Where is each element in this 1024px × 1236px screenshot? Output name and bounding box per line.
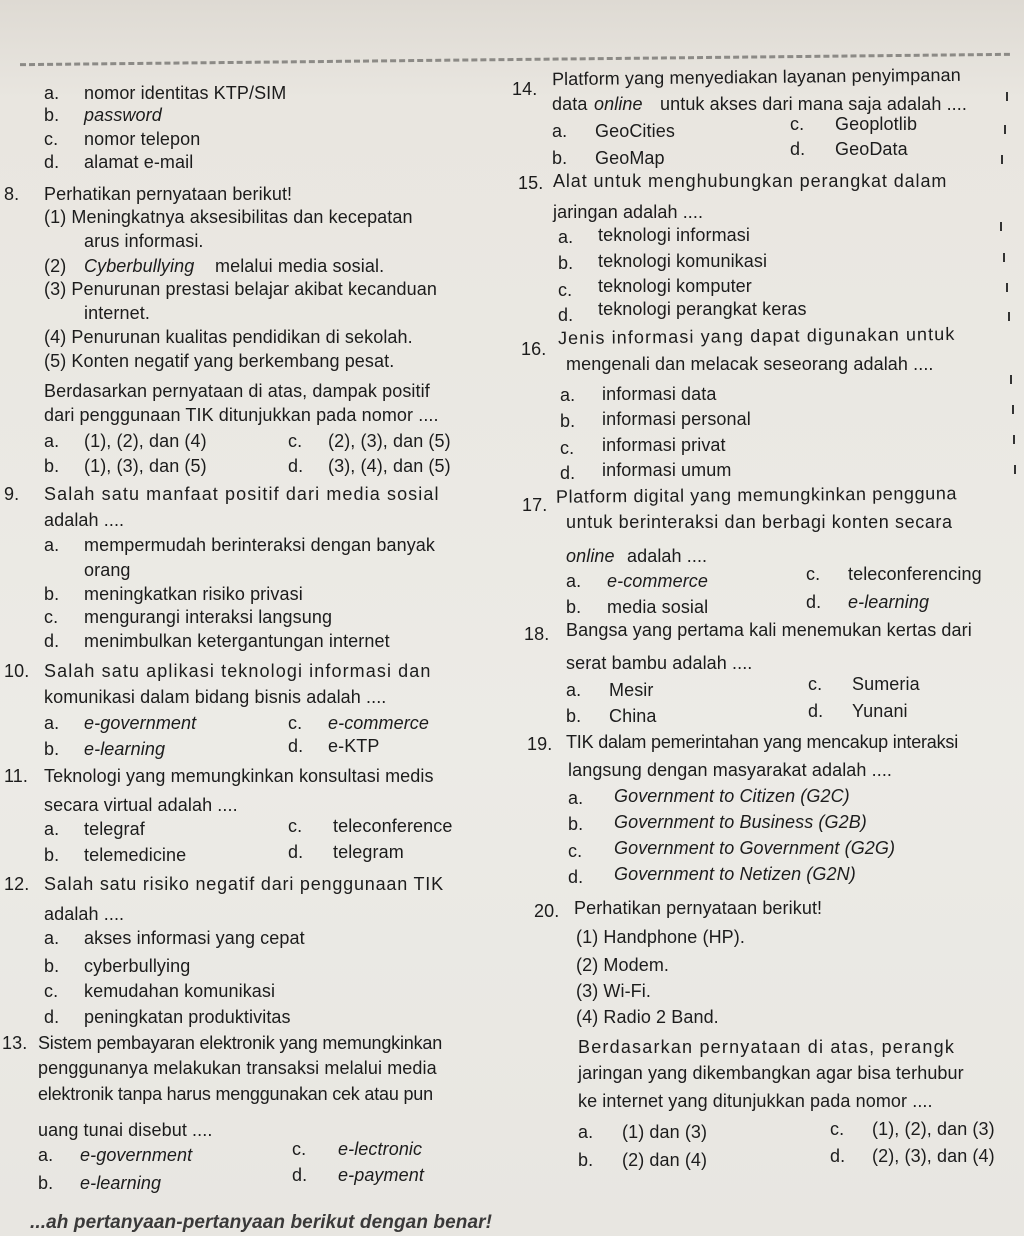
q16-opt-a: informasi data xyxy=(602,384,717,404)
q13-stem-2: penggunanya melakukan transaksi melalui media xyxy=(38,1058,437,1078)
q14-stem-1: Platform yang menyediakan layanan penyimpanan xyxy=(551,64,961,90)
q12-number: 12. xyxy=(4,874,30,894)
q7-opt-a-letter: a. xyxy=(44,83,60,103)
q20-stem: Perhatikan pernyataan berikut! xyxy=(574,898,823,918)
q18-stem-2: serat bambu adalah .... xyxy=(566,653,753,673)
q20-opt-d-letter: d. xyxy=(830,1146,846,1166)
q18-number: 18. xyxy=(524,624,550,644)
q15-opt-d: teknologi perangkat keras xyxy=(598,299,807,319)
q9-opt-b: meningkatkan risiko privasi xyxy=(84,584,303,604)
q14-opt-d-letter: d. xyxy=(790,139,806,159)
q11-opt-b: telemedicine xyxy=(84,845,187,865)
q18-opt-a: Mesir xyxy=(609,680,654,700)
q15-opt-d-letter: d. xyxy=(558,305,574,325)
q19-stem-2: langsung dengan masyarakat adalah .... xyxy=(568,760,893,780)
q9-opt-b-letter: b. xyxy=(44,584,60,604)
q19-opt-b-letter: b. xyxy=(568,814,584,834)
q8-statement-2-num: (2) xyxy=(44,256,67,276)
edge-mark xyxy=(1012,405,1014,414)
q8-statement-3b: internet. xyxy=(84,303,150,323)
q8-statement-5: (5) Konten negatif yang berkembang pesat. xyxy=(44,351,395,371)
q16-opt-c: informasi privat xyxy=(602,435,726,455)
q20-question-3: ke internet yang ditunjukkan pada nomor .... xyxy=(578,1091,933,1111)
edge-mark xyxy=(1003,253,1005,262)
q18-opt-a-letter: a. xyxy=(566,680,582,700)
edge-mark xyxy=(1006,92,1008,101)
q13-stem-1: Sistem pembayaran elektronik yang memungkinkan xyxy=(38,1033,443,1053)
edge-mark xyxy=(1014,465,1016,474)
q8-opt-a: (1), (2), dan (4) xyxy=(84,431,207,451)
q15-opt-a: teknologi informasi xyxy=(598,225,750,245)
q14-opt-c: Geoplotlib xyxy=(835,114,918,134)
q7-opt-d-letter: d. xyxy=(44,152,60,172)
q17-opt-c-letter: c. xyxy=(806,564,821,584)
q17-opt-a-letter: a. xyxy=(566,571,582,591)
q15-opt-c-letter: c. xyxy=(558,280,573,300)
q13-opt-b: e-learning xyxy=(80,1173,162,1193)
q19-opt-b: Government to Business (G2B) xyxy=(614,812,867,832)
q13-opt-d: e-payment xyxy=(338,1165,424,1185)
q20-statement-3: (3) Wi-Fi. xyxy=(576,981,651,1001)
q11-opt-c: teleconference xyxy=(333,816,453,836)
q20-opt-a-letter: a. xyxy=(578,1122,594,1142)
q18-opt-c: Sumeria xyxy=(852,674,920,694)
q11-stem-1: Teknologi yang memungkinkan konsultasi medis xyxy=(44,766,434,786)
q7-opt-c: nomor telepon xyxy=(84,129,201,149)
q9-opt-a-1: mempermudah berinteraksi dengan banyak xyxy=(84,535,436,555)
q12-stem-1: Salah satu risiko negatif dari penggunaan TIK xyxy=(44,874,444,894)
q16-opt-b-letter: b. xyxy=(560,411,576,431)
q8-opt-d-letter: d. xyxy=(288,456,304,476)
q15-opt-b-letter: b. xyxy=(558,253,574,273)
q20-statement-2: (2) Modem. xyxy=(576,955,670,975)
q13-number: 13. xyxy=(2,1033,28,1053)
q14-stem-2c: untuk akses dari mana saja adalah .... xyxy=(660,94,967,114)
q15-stem-1: Alat untuk menghubungkan perangkat dalam xyxy=(553,171,948,191)
q18-opt-b-letter: b. xyxy=(566,706,582,726)
q20-opt-d: (2), (3), dan (4) xyxy=(872,1146,995,1166)
q11-opt-d-letter: d. xyxy=(288,842,304,862)
q17-opt-a: e-commerce xyxy=(607,571,709,591)
q20-opt-a: (1) dan (3) xyxy=(622,1122,708,1142)
q8-statement-4: (4) Penurunan kualitas pendidikan di sekolah. xyxy=(44,327,413,347)
q8-opt-d: (3), (4), dan (5) xyxy=(328,456,451,476)
q13-opt-d-letter: d. xyxy=(292,1165,308,1185)
q14-opt-b: GeoMap xyxy=(595,148,665,168)
q16-stem-1: Jenis informasi yang dapat digunakan untuk xyxy=(557,323,956,349)
q14-opt-b-letter: b. xyxy=(552,148,568,168)
q18-stem-1: Bangsa yang pertama kali menemukan kertas dari xyxy=(566,620,972,640)
q7-opt-b: password xyxy=(84,105,162,125)
q9-opt-d-letter: d. xyxy=(44,631,60,651)
q10-opt-a: e-government xyxy=(84,713,197,733)
q19-opt-c-letter: c. xyxy=(568,841,583,861)
q7-opt-a: nomor identitas KTP/SIM xyxy=(84,83,287,103)
q20-statement-1: (1) Handphone (HP). xyxy=(576,927,745,947)
q8-question-1: Berdasarkan pernyataan di atas, dampak positif xyxy=(44,381,430,401)
q19-stem-1: TIK dalam pemerintahan yang mencakup interaksi xyxy=(566,732,959,752)
q10-stem-1: Salah satu aplikasi teknologi informasi dan xyxy=(44,661,432,681)
q11-opt-d: telegram xyxy=(333,842,404,862)
q16-number: 16. xyxy=(521,339,547,359)
q8-statement-2-rest: melalui media sosial. xyxy=(215,256,385,276)
q19-opt-a: Government to Citizen (G2C) xyxy=(614,786,850,806)
q7-opt-b-letter: b. xyxy=(44,105,60,125)
q8-opt-b-letter: b. xyxy=(44,456,60,476)
q15-stem-2: jaringan adalah .... xyxy=(553,202,704,222)
q10-number: 10. xyxy=(4,661,30,681)
section-instruction: ...ah pertanyaan-pertanyaan berikut dengan benar! xyxy=(30,1212,493,1233)
q11-number: 11. xyxy=(4,766,28,786)
q8-stem: Perhatikan pernyataan berikut! xyxy=(44,184,293,204)
q17-opt-d-letter: d. xyxy=(806,592,822,612)
q11-stem-2: secara virtual adalah .... xyxy=(44,795,238,815)
q14-opt-d: GeoData xyxy=(835,139,908,159)
q12-opt-a: akses informasi yang cepat xyxy=(84,928,305,948)
q17-stem-2: untuk berinteraksi dan berbagi konten secara xyxy=(566,512,953,532)
q8-opt-c-letter: c. xyxy=(288,431,303,451)
q9-opt-a-letter: a. xyxy=(44,535,60,555)
q13-opt-b-letter: b. xyxy=(38,1173,54,1193)
q20-opt-c: (1), (2), dan (3) xyxy=(872,1119,995,1139)
q8-statement-1b: arus informasi. xyxy=(84,231,204,251)
edge-mark xyxy=(1000,222,1002,231)
q10-stem-2: komunikasi dalam bidang bisnis adalah .... xyxy=(44,687,387,707)
q18-opt-b: China xyxy=(609,706,657,726)
q20-statement-4: (4) Radio 2 Band. xyxy=(576,1007,719,1027)
q12-opt-c-letter: c. xyxy=(44,981,59,1001)
q20-question-1: Berdasarkan pernyataan di atas, perangk xyxy=(578,1037,956,1057)
q20-opt-b: (2) dan (4) xyxy=(622,1150,708,1170)
q10-opt-d-letter: d. xyxy=(288,736,304,756)
q8-question-2: dari penggunaan TIK ditunjukkan pada nomor .... xyxy=(44,405,439,425)
q13-opt-a: e-government xyxy=(80,1145,193,1165)
q10-opt-c: e-commerce xyxy=(328,713,430,733)
q17-stem-3a: online xyxy=(566,546,615,566)
q9-opt-c-letter: c. xyxy=(44,607,59,627)
edge-mark xyxy=(1004,125,1006,134)
q17-stem-3b: adalah .... xyxy=(627,546,708,566)
q13-stem-4: uang tunai disebut .... xyxy=(38,1120,213,1140)
q15-number: 15. xyxy=(518,173,544,193)
q10-opt-c-letter: c. xyxy=(288,713,303,733)
q9-opt-d: menimbulkan ketergantungan internet xyxy=(84,631,390,651)
edge-mark xyxy=(1001,155,1003,164)
q15-opt-b: teknologi komunikasi xyxy=(598,251,768,271)
q19-opt-d: Government to Netizen (G2N) xyxy=(614,864,856,884)
q19-opt-d-letter: d. xyxy=(568,867,584,887)
q19-opt-c: Government to Government (G2G) xyxy=(614,838,896,858)
q7-opt-c-letter: c. xyxy=(44,129,59,149)
q13-opt-c: e-lectronic xyxy=(338,1139,423,1159)
q12-stem-2: adalah .... xyxy=(44,904,125,924)
q8-opt-b: (1), (3), dan (5) xyxy=(84,456,207,476)
q16-stem-2: mengenali dan melacak seseorang adalah .... xyxy=(566,354,934,374)
q13-stem-3: elektronik tanpa harus menggunakan cek atau pun xyxy=(38,1084,433,1104)
q11-opt-a-letter: a. xyxy=(44,819,60,839)
q17-stem-1: Platform digital yang memungkinkan pengguna xyxy=(555,483,958,507)
q9-opt-c: mengurangi interaksi langsung xyxy=(84,607,333,627)
q13-opt-c-letter: c. xyxy=(292,1139,307,1159)
q15-opt-a-letter: a. xyxy=(558,227,574,247)
edge-mark xyxy=(1010,375,1012,384)
q9-stem-1: Salah satu manfaat positif dari media sosial xyxy=(44,484,440,504)
q8-statement-2-term: Cyberbullying xyxy=(84,256,195,276)
q19-opt-a-letter: a. xyxy=(568,788,584,808)
q8-statement-3a: (3) Penurunan prestasi belajar akibat kecanduan xyxy=(44,279,437,299)
q15-opt-c: teknologi komputer xyxy=(598,276,752,296)
q14-opt-c-letter: c. xyxy=(790,114,805,134)
q16-opt-b: informasi personal xyxy=(602,409,751,429)
q16-opt-a-letter: a. xyxy=(560,385,576,405)
q17-opt-b-letter: b. xyxy=(566,597,582,617)
q11-opt-b-letter: b. xyxy=(44,845,60,865)
q9-stem-2: adalah .... xyxy=(44,510,125,530)
q10-opt-b: e-learning xyxy=(84,739,166,759)
q18-opt-c-letter: c. xyxy=(808,674,823,694)
q9-opt-a-2: orang xyxy=(84,560,131,580)
q12-opt-c: kemudahan komunikasi xyxy=(84,981,276,1001)
q14-opt-a-letter: a. xyxy=(552,121,568,141)
q16-opt-d-letter: d. xyxy=(560,463,576,483)
q16-opt-c-letter: c. xyxy=(560,438,575,458)
q11-opt-c-letter: c. xyxy=(288,816,303,836)
q8-statement-1a: (1) Meningkatnya aksesibilitas dan kecepatan xyxy=(44,207,413,227)
q18-opt-d: Yunani xyxy=(852,701,908,721)
q20-opt-b-letter: b. xyxy=(578,1150,594,1170)
q12-opt-d-letter: d. xyxy=(44,1007,60,1027)
q19-number: 19. xyxy=(527,734,553,754)
q13-opt-a-letter: a. xyxy=(38,1145,54,1165)
q10-opt-d: e-KTP xyxy=(328,736,380,756)
q12-opt-b-letter: b. xyxy=(44,956,60,976)
q14-stem-2a: data xyxy=(552,94,588,114)
q18-opt-d-letter: d. xyxy=(808,701,824,721)
q14-stem-2b: online xyxy=(594,94,643,114)
q8-opt-c: (2), (3), dan (5) xyxy=(328,431,451,451)
q12-opt-b: cyberbullying xyxy=(84,956,191,976)
q8-opt-a-letter: a. xyxy=(44,431,60,451)
q10-opt-a-letter: a. xyxy=(44,713,60,733)
q17-number: 17. xyxy=(522,495,548,515)
q17-opt-d: e-learning xyxy=(848,592,930,612)
q20-question-2: jaringan yang dikembangkan agar bisa terhubur xyxy=(578,1063,964,1083)
q12-opt-a-letter: a. xyxy=(44,928,60,948)
q10-opt-b-letter: b. xyxy=(44,739,60,759)
q20-number: 20. xyxy=(534,901,560,921)
q20-opt-c-letter: c. xyxy=(830,1119,845,1139)
q17-opt-c: teleconferencing xyxy=(848,564,982,584)
q14-opt-a: GeoCities xyxy=(595,121,675,141)
q14-number: 14. xyxy=(512,79,538,99)
q16-opt-d: informasi umum xyxy=(602,460,732,480)
edge-mark xyxy=(1006,283,1008,292)
edge-mark xyxy=(1008,312,1010,321)
q7-opt-d: alamat e-mail xyxy=(84,152,194,172)
q8-number: 8. xyxy=(4,184,20,204)
q12-opt-d: peningkatan produktivitas xyxy=(84,1007,291,1027)
q17-opt-b: media sosial xyxy=(607,597,709,617)
q11-opt-a: telegraf xyxy=(84,819,145,839)
q9-number: 9. xyxy=(4,484,20,504)
edge-mark xyxy=(1013,435,1015,444)
